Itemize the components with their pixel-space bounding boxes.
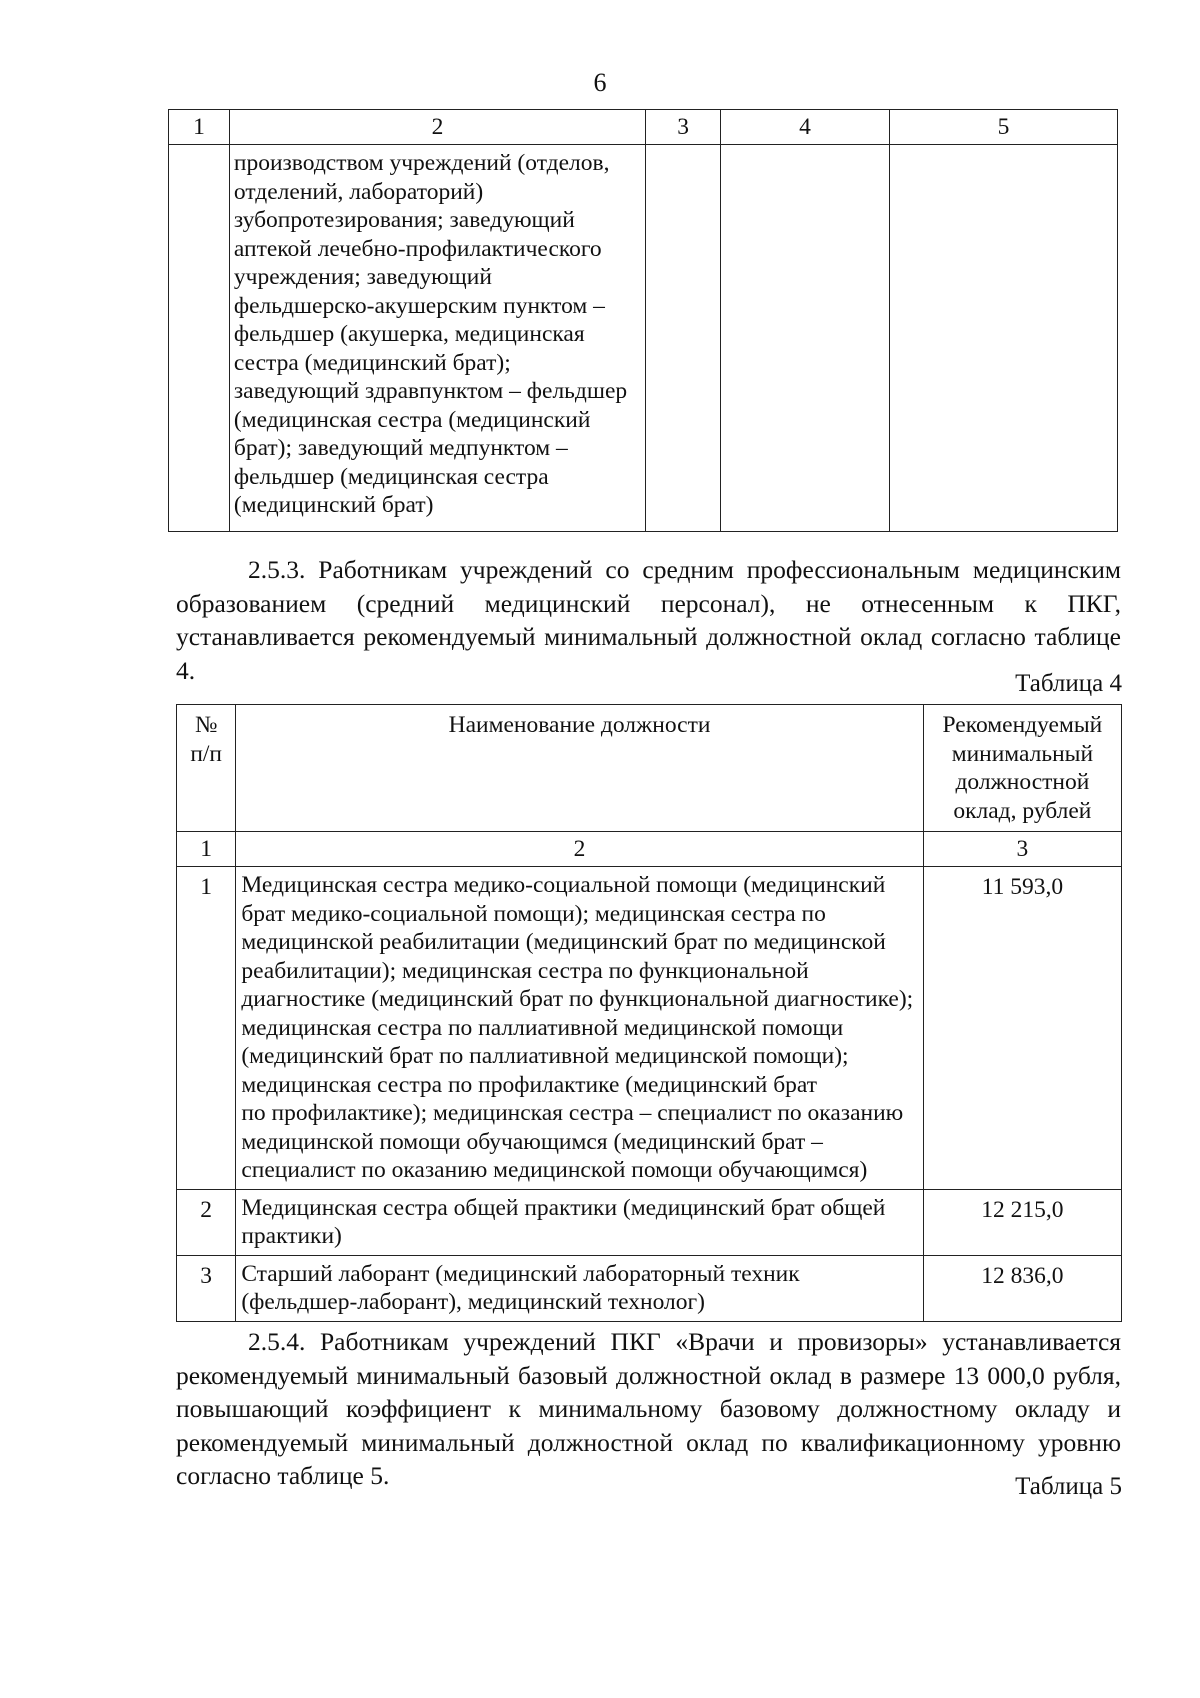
header-col-4: 4 (721, 110, 890, 145)
line: учреждения; заведующий (233, 264, 492, 290)
line: (фельдшер-лаборант), медицинский технолог) (241, 1289, 705, 1315)
position-name (236, 867, 923, 1190)
line: фельдшер (акушерка, медицинская (233, 321, 585, 347)
line: по профилактике); медицинская сестра – специалист по оказанию (241, 1100, 904, 1126)
table-continuation (168, 109, 1118, 532)
line: брат); заведующий медпунктом – (233, 435, 568, 461)
line: фельдшерско-акушерским пунктом – (233, 292, 605, 319)
paragraph-2-5-4: 2.5.4. Работникам учреждений ПКГ «Врачи и провизоры» устанавливается рекомендуемый минимальный базовый должностной оклад в размере 13 000,0 рубля, повышающий коэффициент к минимальному базовому должностному окладу и рекомендуемый минимальный должностной оклад по квалификационному уровню согласно таблице 5. (176, 1327, 1121, 1490)
header-col-3: 3 (646, 110, 721, 145)
header-line: Рекомендуемый (942, 712, 1103, 738)
line: брат медико-социальной помощи); медицинская сестра по (241, 900, 826, 927)
header-line: должностной (955, 769, 1090, 795)
line: медицинской помощи обучающимся (медицинский брат – (241, 1128, 823, 1155)
cell-col-4 (721, 145, 890, 532)
header-col-5: 5 (889, 110, 1117, 145)
line: сестра (медицинский брат); (233, 349, 511, 376)
salary-value: 12 215,0 (923, 1189, 1121, 1255)
header-line: минимальный (951, 740, 1094, 767)
table-4-caption: Таблица 4 (1015, 670, 1122, 697)
cell-col-3 (646, 145, 721, 532)
column-number: 3 (923, 832, 1121, 867)
line: отделений, лабораторий) (233, 178, 484, 205)
header-col-1: 1 (169, 110, 230, 145)
cell-col-1 (169, 145, 230, 532)
paragraph-2-5-3: 2.5.3. Работникам учреждений со средним профессиональным медицинским образованием (средний медицинский персонал), не отнесенным к ПКГ, устанавливается рекомендуемый минимальный должностной оклад согласно таблице 4. (176, 555, 1121, 685)
row-number: 2 (177, 1189, 236, 1255)
salary-value: 12 836,0 (923, 1255, 1121, 1321)
table-row (177, 867, 1122, 1190)
line: производством учреждений (отделов, (233, 150, 610, 176)
header-position-name: Наименование должности (236, 705, 923, 832)
table-row (169, 145, 1118, 532)
table-header-row (177, 705, 1122, 832)
position-name (236, 1255, 923, 1321)
position-name (236, 1189, 923, 1255)
table-row (177, 1255, 1122, 1321)
line: Медицинская сестра медико-социальной помощи (медицинский (241, 872, 886, 898)
header-number (177, 705, 236, 832)
line: зубопротезирования; заведующий (233, 207, 575, 233)
column-number-row (177, 832, 1122, 867)
row-number: 3 (177, 1255, 236, 1321)
line: медицинская сестра по профилактике (медицинский брат (241, 1071, 818, 1098)
column-number: 1 (177, 832, 236, 867)
row-number: 1 (177, 867, 236, 1190)
cell-col-5 (889, 145, 1117, 532)
line: (медицинский брат по паллиативной медицинской помощи); (241, 1043, 849, 1069)
line: Старший лаборант (медицинский лабораторный техник (241, 1260, 800, 1287)
table-row (177, 1189, 1122, 1255)
salary-value: 11 593,0 (923, 867, 1121, 1190)
line: Медицинская сестра общей практики (медицинский брат общей (241, 1194, 886, 1221)
line: заведующий здравпунктом – фельдшер (233, 378, 628, 404)
header-line: оклад, рублей (953, 797, 1092, 824)
cell-position-list (229, 145, 645, 532)
line: (медицинский брат) (233, 492, 434, 518)
table-4 (176, 704, 1122, 1322)
line: аптекой лечебно-профилактического (233, 235, 602, 262)
page-number: 6 (593, 68, 607, 97)
line: диагностике (медицинский брат по функциональной диагностике); (241, 986, 914, 1012)
header-salary (923, 705, 1121, 832)
line: фельдшер (медицинская сестра (233, 463, 549, 490)
column-number: 2 (236, 832, 923, 867)
line: практики) (241, 1223, 342, 1249)
line: (медицинская сестра (медицинский (233, 406, 591, 433)
line: специалист по оказанию медицинской помощи обучающимся) (241, 1157, 868, 1183)
header-line: п/п (190, 740, 222, 767)
line: медицинская сестра по паллиативной медицинской помощи (241, 1014, 844, 1041)
header-col-2: 2 (229, 110, 645, 145)
line: медицинской реабилитации (медицинский брат по медицинской (241, 929, 886, 955)
line: реабилитации); медицинская сестра по функциональной (241, 957, 809, 984)
header-line: № (194, 712, 218, 738)
table-5-caption: Таблица 5 (1015, 1473, 1122, 1500)
table-header-row (169, 110, 1118, 145)
